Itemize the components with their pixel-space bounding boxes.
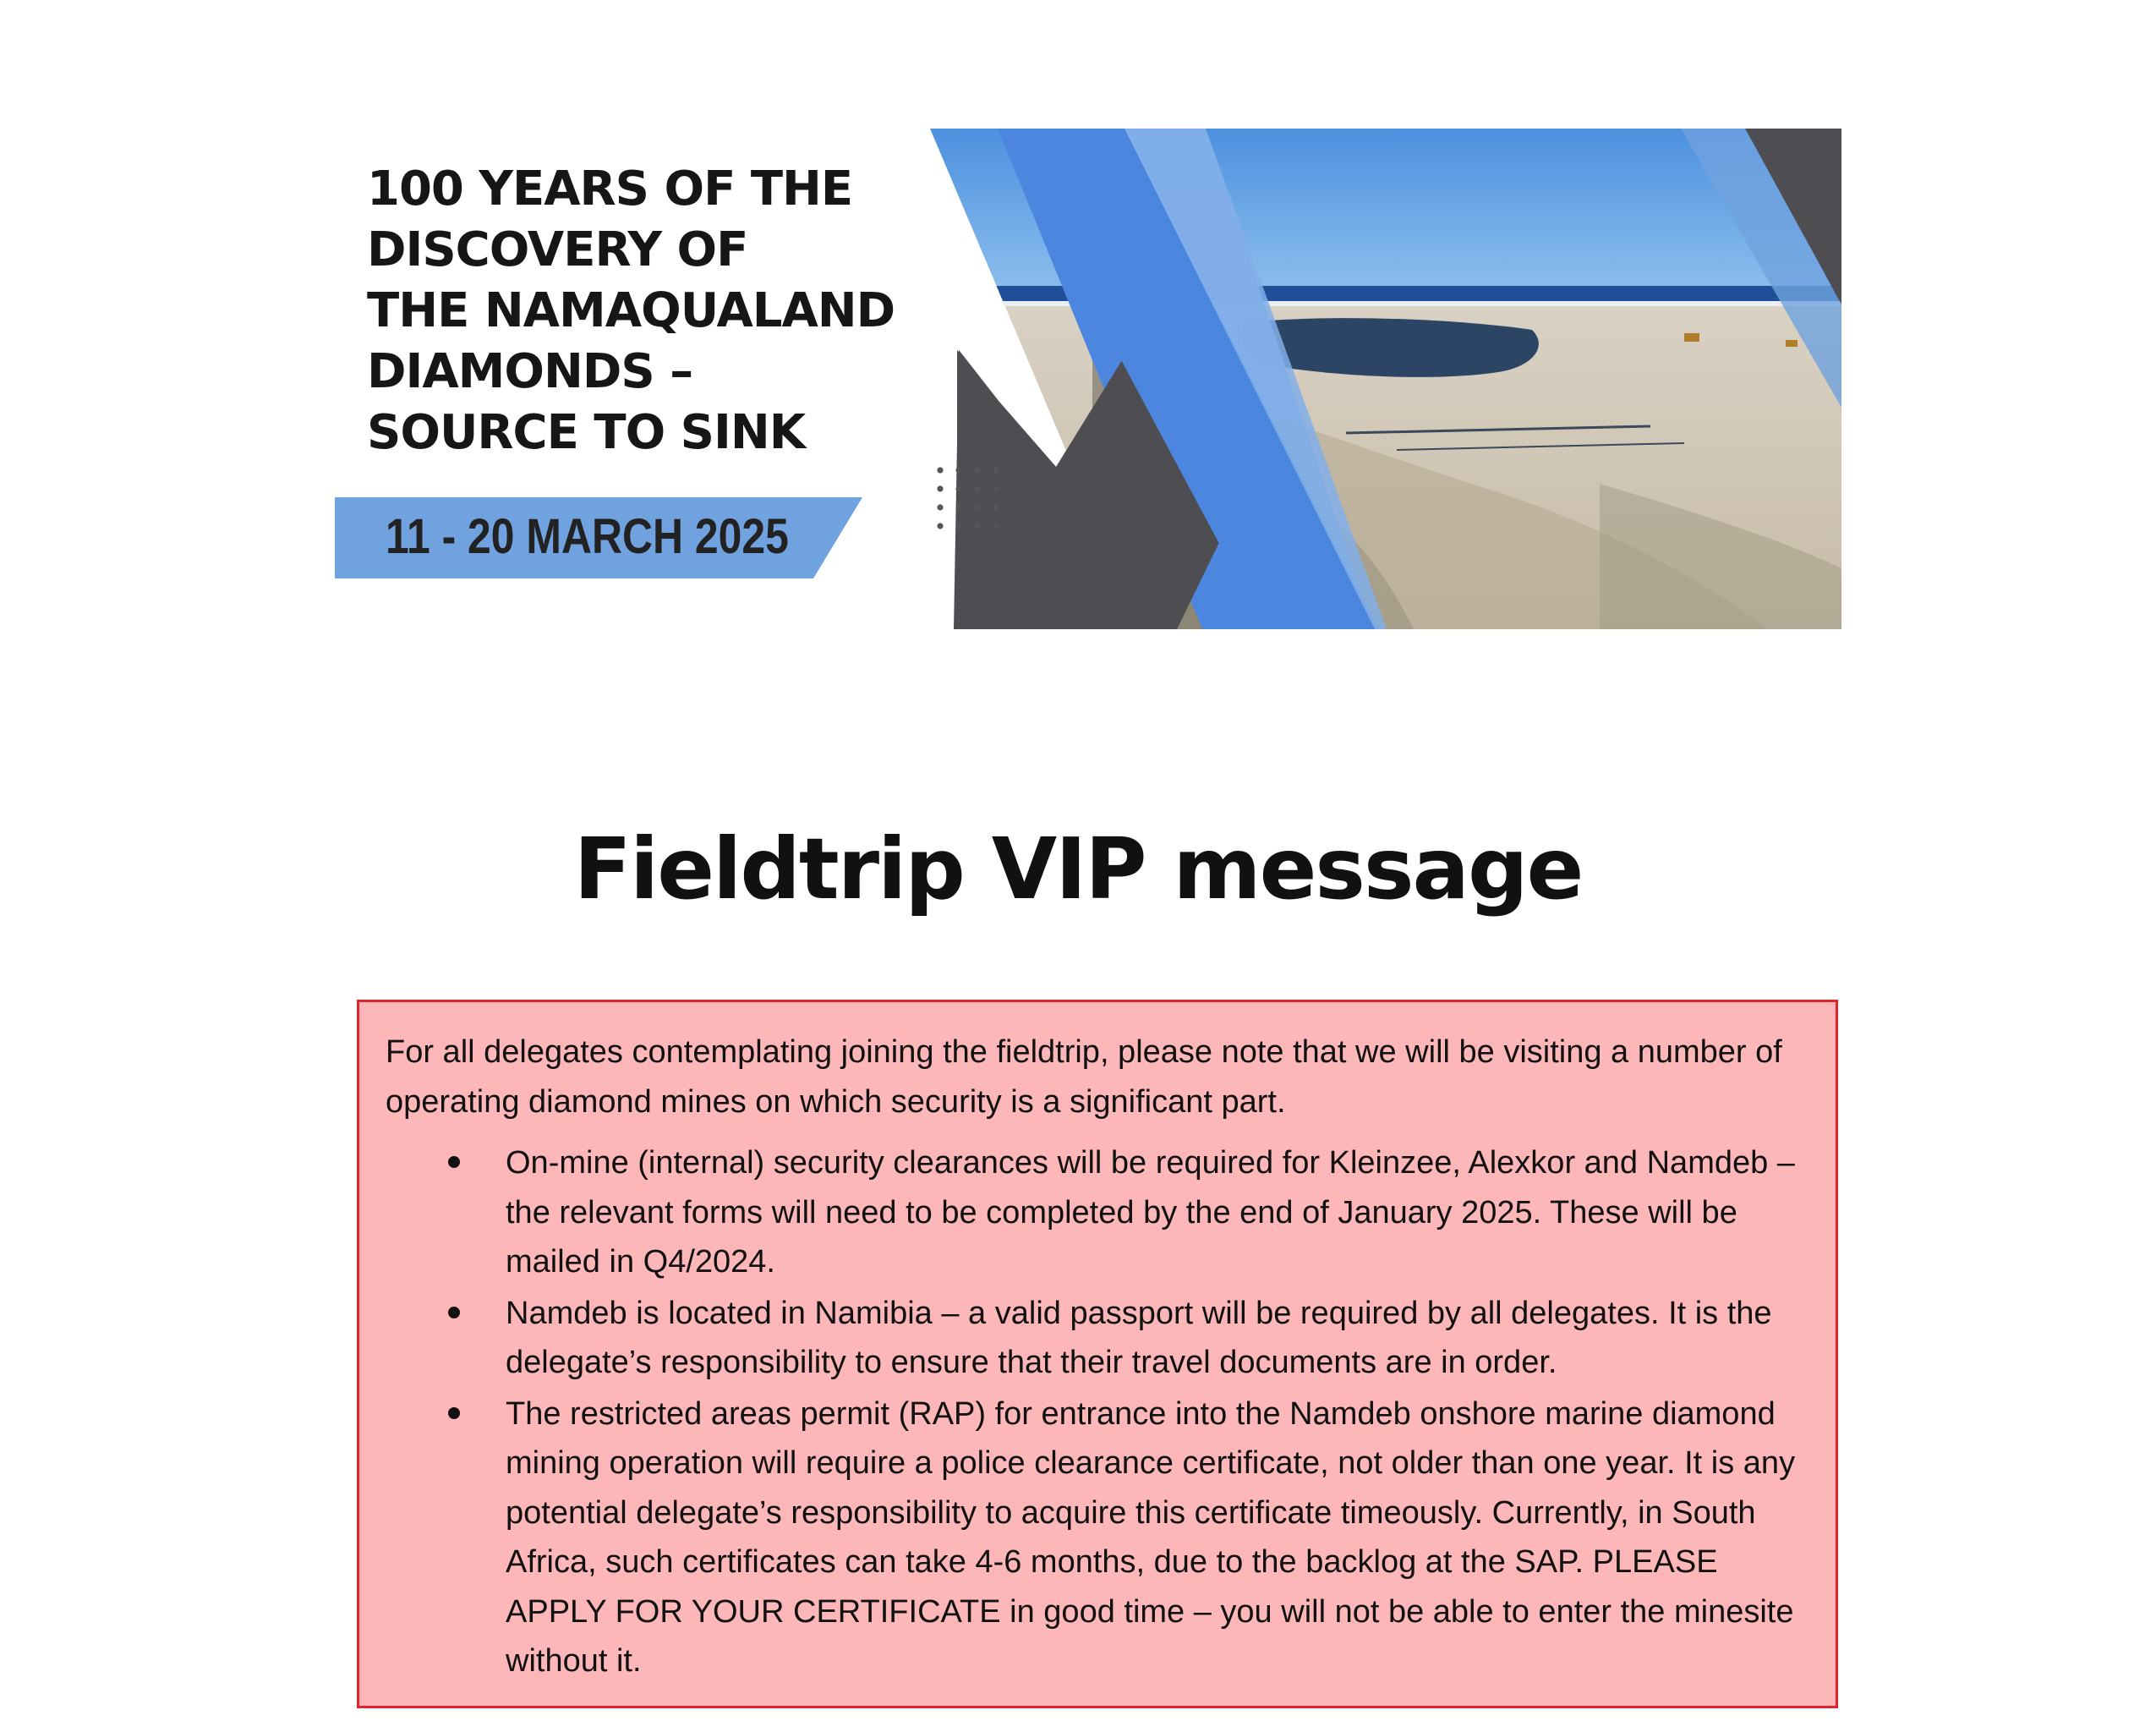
notice-item-text: Namdeb is located in Namibia – a valid passport will be required by all delegates. It is the delegate’s responsibility to ensure that their travel documents are in order. <box>506 1295 1772 1380</box>
notice-item-text: On-mine (internal) security clearances will be required for Kleinzee, Alexkor and Namdeb – the relevant forms will need to be completed by the end of January 2025. These will be mailed in Q4/2024. <box>506 1145 1795 1280</box>
banner-title-line: 100 YEARS OF THE <box>367 162 853 216</box>
page-title: Fieldtrip VIP message <box>573 819 1583 918</box>
notice-list-item <box>386 1389 1810 1686</box>
notice-list <box>386 1138 1810 1686</box>
banner-title <box>367 159 895 463</box>
bullet-icon <box>448 1307 460 1318</box>
blue-band <box>998 129 1387 629</box>
banner-title-line: THE NAMAQUALAND <box>367 283 895 338</box>
notice-list-item <box>386 1289 1810 1388</box>
bullet-icon <box>448 1156 460 1168</box>
notice-item-text: The restricted areas permit (RAP) for entrance into the Namdeb onshore marine diamond mining operation will require a police clearance certificate, not older than one year. It is any potential delegate’s responsibility to acquire this certificate timeously. Currently, in South Africa, such certificates can take 4-6 months, due to the backlog at the SAP. PLEASE APPLY FOR YOUR CERTIFICATE in good time – you will not be able to enter the minesite without it. <box>506 1395 1796 1679</box>
dot-grid-decoration <box>937 467 1001 531</box>
banner-title-line: DIAMONDS – <box>367 344 693 399</box>
banner-title-line: SOURCE TO SINK <box>367 405 806 460</box>
event-dates: 11 - 20 MARCH 2025 <box>386 509 789 564</box>
notice-intro: For all delegates contemplating joining the fieldtrip, please note that we will be visiting a number of operating diamond mines on which security is a significant part. <box>386 1034 1782 1120</box>
bullet-icon <box>448 1407 460 1419</box>
banner-title-line: DISCOVERY OF <box>367 222 748 277</box>
notice-list-item <box>386 1138 1810 1287</box>
security-notice-box <box>357 1000 1838 1708</box>
